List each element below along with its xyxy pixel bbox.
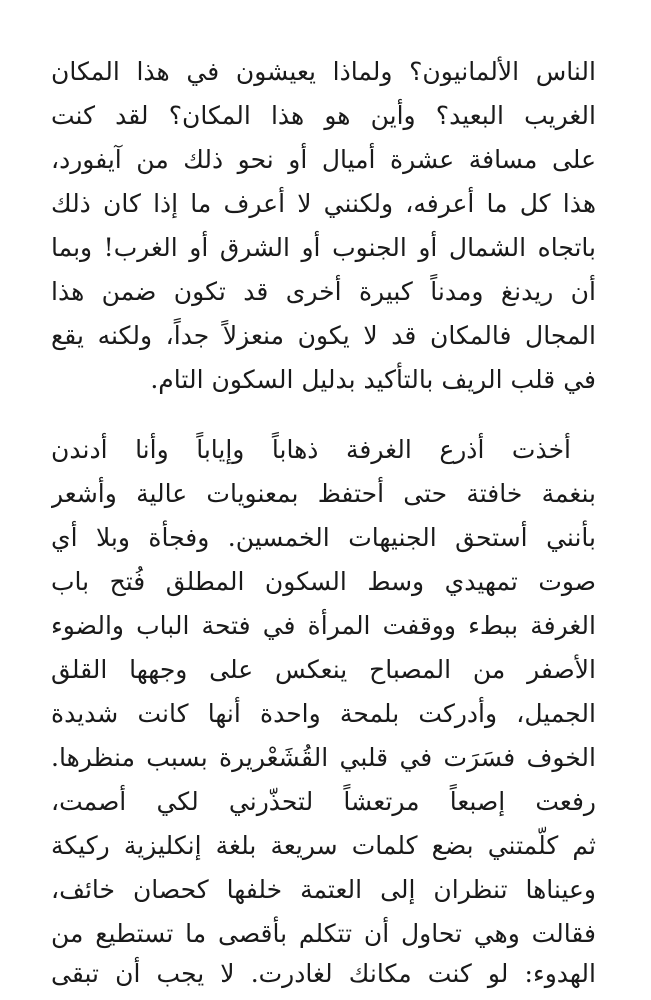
- text-line: الخوف فسَرَت في قلبي القُشَعْريرة بسبب منظرها.: [51, 743, 596, 772]
- text-line: الأصفر من المصباح ينعكس على وجهها القلق: [51, 655, 596, 684]
- text-line: في قلب الريف بالتأكيد بدليل السكون التام.: [150, 365, 596, 394]
- text-line: الهدوء: لو كنت مكانك لغادرت. لا يجب أن تبقى: [51, 959, 596, 988]
- text-line: وعيناها تنظران إلى العتمة خلفها كحصان خائف،: [51, 875, 596, 904]
- text-line: على مسافة عشرة أميال أو نحو ذلك من آيفورد،: [51, 145, 596, 174]
- text-line: بأنني أستحق الجنيهات الخمسين. وفجأة وبلا أي: [51, 523, 596, 552]
- text-line: هذا كل ما أعرفه، ولكنني لا أعرف ما إذا كان ذلك: [51, 189, 596, 218]
- text-line: ثم كلّمتني بضع كلمات سريعة بلغة إنكليزية ركيكة: [51, 831, 596, 860]
- text-line: المجال فالمكان قد لا يكون منعزلاً جداً، ولكنه يقع: [51, 321, 596, 350]
- text-line: باتجاه الشمال أو الجنوب أو الشرق أو الغرب! وبما: [51, 233, 596, 262]
- text-line: الغرفة ببطء ووقفت المرأة في فتحة الباب والضوء: [51, 611, 596, 640]
- text-line: بنغمة خافتة حتى أحتفظ بمعنويات عالية وأشعر: [51, 479, 596, 508]
- text-line: أن ريدنغ ومدناً كبيرة أخرى قد تكون ضمن هذا: [51, 277, 596, 306]
- text-line: الجميل، وأدركت بلمحة واحدة أنها كانت شديدة: [51, 699, 596, 728]
- text-line: رفعت إصبعاً مرتعشاً لتحذّرني لكي أصمت،: [51, 787, 596, 816]
- text-line: فقالت وهي تحاول أن تتكلم بأقصى ما تستطيع من: [51, 919, 596, 948]
- text-line: الغريب البعيد؟ وأين هو هذا المكان؟ لقد كنت: [51, 101, 596, 130]
- text-line: الناس الألمانيون؟ ولماذا يعيشون في هذا المكان: [51, 57, 596, 86]
- text-line: صوت تمهيدي وسط السكون المطلق فُتح باب: [51, 567, 596, 596]
- text-line: أخذت أذرع الغرفة ذهاباً وإياباً وأنا أدندن: [51, 435, 571, 464]
